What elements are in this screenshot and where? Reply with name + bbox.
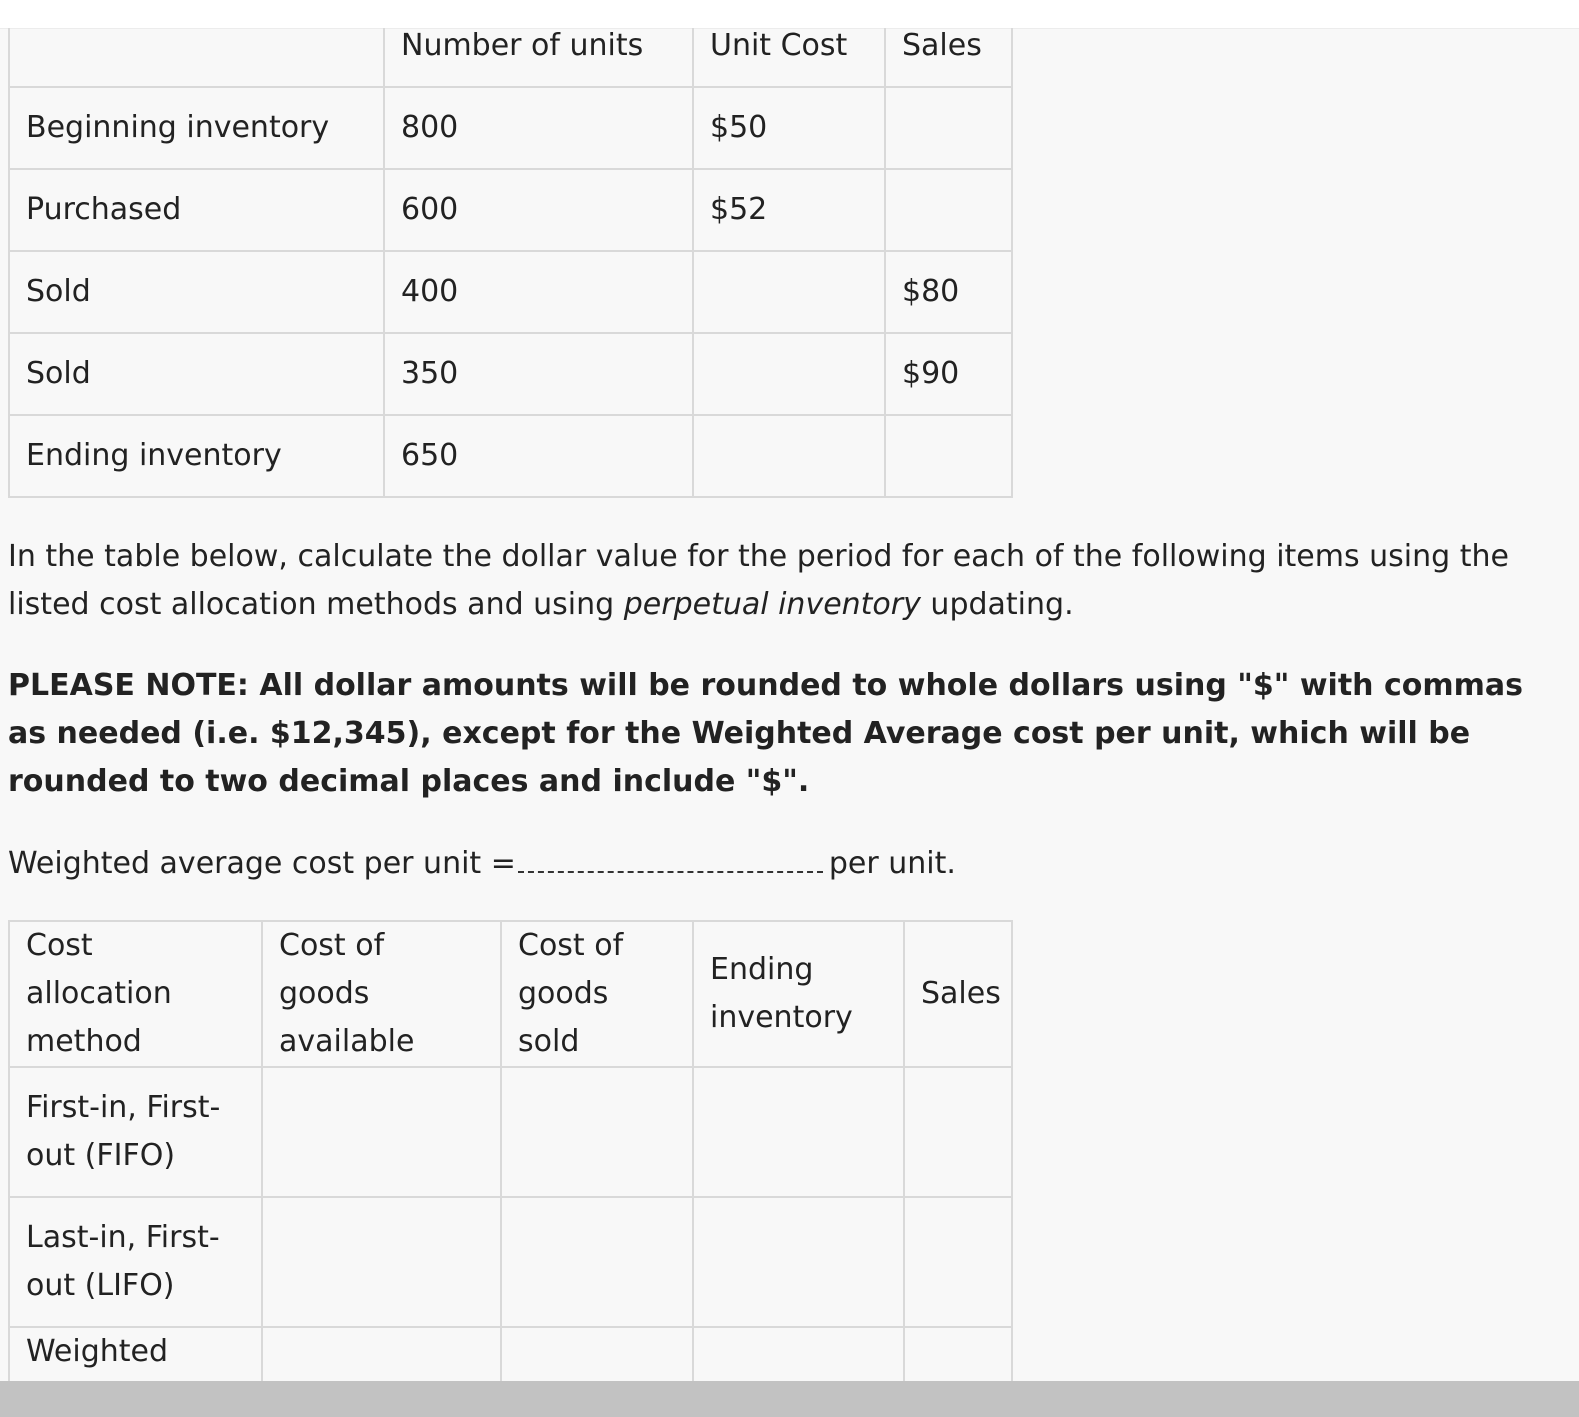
header-ending-inventory: Ending inventory [693,921,904,1067]
page-content [8,28,1568,1369]
header-number-of-units: Number of units [384,28,693,87]
header-sales: Sales [885,28,1012,87]
units-cell: 350 [384,333,693,415]
table-row [9,1197,1012,1327]
weighted-average-line: Weighted average cost per unit = per unit. [8,846,956,881]
row-label: Ending inventory [9,415,384,497]
sales-cell [885,169,1012,251]
table-row [9,87,1012,169]
weighted-average-blank [518,849,823,873]
units-cell: 400 [384,251,693,333]
cost-allocation-table [8,920,1013,1394]
answer-cell[interactable] [501,1067,693,1197]
units-cell: 800 [384,87,693,169]
unit-cost-cell: $52 [693,169,885,251]
sales-cell: $90 [885,333,1012,415]
answer-cell[interactable] [904,1197,1012,1327]
sales-cell: $80 [885,251,1012,333]
answer-cell[interactable] [904,1067,1012,1197]
row-label: Sold [9,333,384,415]
unit-cost-cell: $50 [693,87,885,169]
unit-cost-cell [693,251,885,333]
sales-cell [885,415,1012,497]
units-cell: 650 [384,415,693,497]
horizontal-scrollbar[interactable] [0,1381,1579,1417]
table-row [9,415,1012,497]
table-header-row [9,921,1012,1067]
header-cost-of-goods-available: Cost of goods available [262,921,501,1067]
method-label: Last-in, First-out (LIFO) [9,1197,262,1327]
unit-cost-cell [693,333,885,415]
top-bar [0,0,1579,29]
header-cost-allocation-method: Cost allocation method [9,921,262,1067]
table-row [9,333,1012,415]
table-row [9,1067,1012,1197]
header-sales: Sales [904,921,1012,1067]
inventory-table [8,28,1013,498]
answer-cell[interactable] [262,1197,501,1327]
instruction-paragraph: In the table below, calculate the dollar value for the period for each of the following items using the listed cost allocation methods and using perpetual inventory updating. [8,539,1509,622]
answer-cell[interactable] [501,1197,693,1327]
sales-cell [885,87,1012,169]
unit-cost-cell [693,415,885,497]
table-row [9,169,1012,251]
header-cell [9,28,384,87]
table-header-row [9,28,1012,87]
perpetual-inventory-emphasis: perpetual inventory [623,587,921,622]
answer-cell[interactable] [262,1067,501,1197]
row-label: Sold [9,251,384,333]
header-unit-cost: Unit Cost [693,28,885,87]
header-cost-of-goods-sold: Cost of goods sold [501,921,693,1067]
row-label: Beginning inventory [9,87,384,169]
answer-cell[interactable] [693,1197,904,1327]
row-label: Purchased [9,169,384,251]
note-paragraph: PLEASE NOTE: All dollar amounts will be rounded to whole dollars using "$" with commas as needed (i.e. $12,345), except for the Weighted Average cost per unit, which will be rounded to two decimal places and include "$". [8,668,1523,799]
units-cell: 600 [384,169,693,251]
table-row [9,251,1012,333]
method-label: Weighted [9,1327,262,1394]
answer-cell[interactable] [693,1067,904,1197]
method-label: First-in, First-out (FIFO) [9,1067,262,1197]
